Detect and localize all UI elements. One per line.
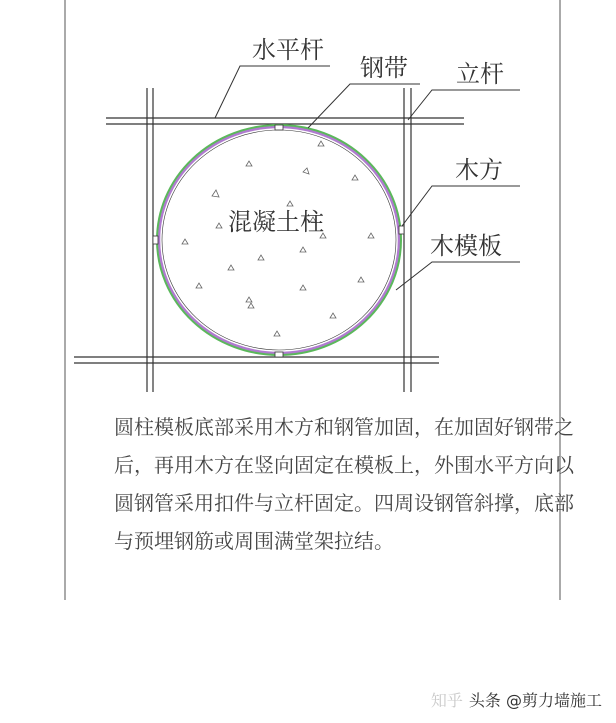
- description-text: [114, 408, 574, 560]
- label-concrete-column: 混凝土柱: [228, 208, 324, 236]
- timber-block-top: [275, 125, 283, 130]
- leader-vertical-pole: [408, 90, 520, 120]
- label-wood-formwork: 木模板: [430, 232, 502, 260]
- label-vertical-pole: 立杆: [456, 60, 504, 88]
- description-line: 与预埋钢筋或周围满堂架拉结。: [114, 529, 394, 553]
- label-timber: 木方: [455, 156, 503, 184]
- label-horizontal-bar: 水平杆: [252, 36, 324, 64]
- watermark-text: 头条 @剪力墙施工: [468, 691, 602, 710]
- timber-block-left: [153, 236, 158, 244]
- leader-horizontal-bar: [215, 66, 330, 118]
- vertical-pole-left: [147, 88, 153, 392]
- wood-formwork-ring: [159, 127, 399, 353]
- description-line: 圆柱模板底部采用木方和钢管加固，在加固好钢带之: [114, 415, 574, 439]
- horizontal-bar-top: [106, 118, 464, 124]
- horizontal-bar-bottom: [74, 357, 439, 363]
- vertical-pole-right: [404, 88, 411, 392]
- label-steel-band: 钢带: [360, 54, 408, 82]
- watermark: [431, 688, 602, 711]
- leader-timber: [402, 186, 520, 226]
- leader-steel-band: [308, 84, 420, 128]
- timber-block-bottom: [275, 352, 283, 357]
- timber-block-right: [399, 226, 404, 234]
- leader-wood-formwork: [396, 262, 520, 290]
- watermark-prefix: 知乎: [430, 691, 463, 710]
- description-line: 圆钢管采用扣件与立杆固定。四周设钢管斜撑，底部: [114, 491, 574, 515]
- description-line: 后，再用木方在竖向固定在模板上，外围水平方向以: [114, 453, 574, 477]
